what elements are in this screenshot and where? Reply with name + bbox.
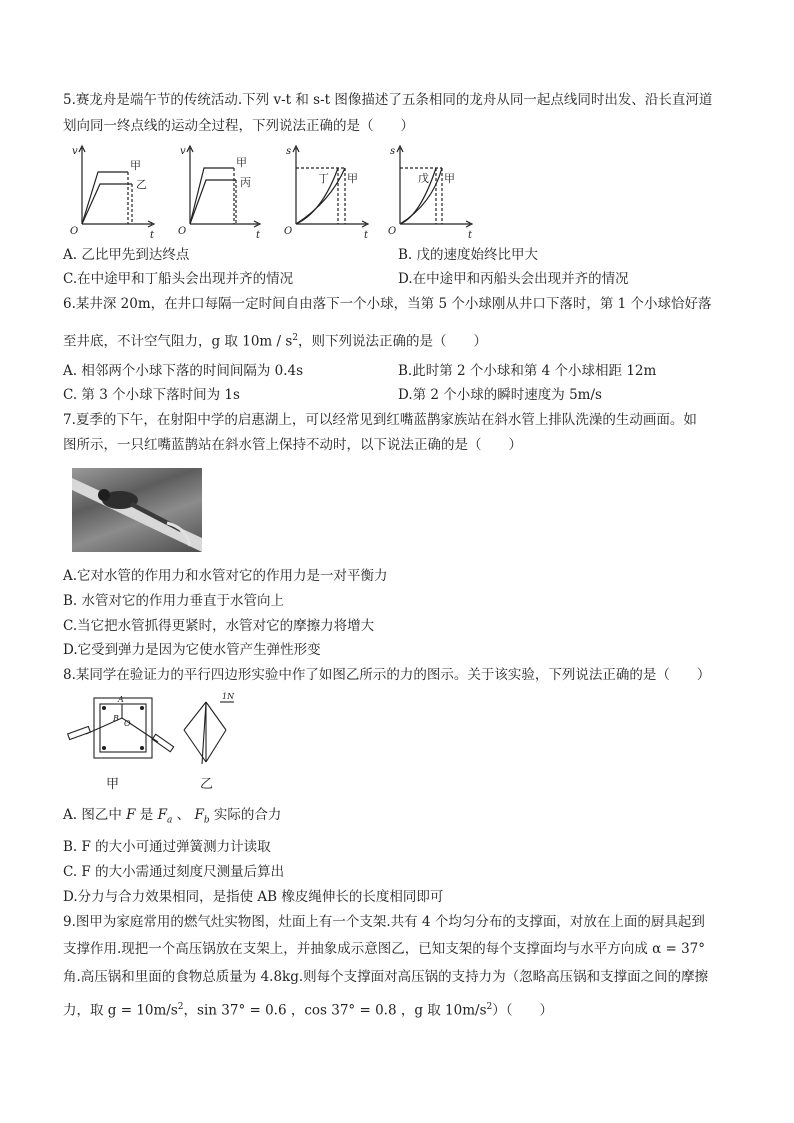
q5-graphs — [60, 142, 480, 242]
g4-axis-y: s — [390, 146, 396, 157]
g3-axis-y: s — [286, 146, 292, 157]
g4-label-jia: 甲 — [444, 172, 455, 185]
g1-label-yi: 乙 — [136, 178, 147, 191]
q5-option-b[interactable]: B. 戊的速度始终比甲大 — [398, 247, 539, 263]
q7-option-c[interactable]: C.当它把水管抓得更紧时，水管对它的摩擦力将增大 — [63, 618, 375, 634]
g4-axis-x: t — [468, 230, 473, 241]
g3-label-ding: 丁 — [318, 172, 329, 185]
g3-axis-x: t — [364, 230, 369, 241]
q6-option-c[interactable]: C. 第 3 个小球下落时间为 1s — [63, 387, 240, 403]
g3-label-jia: 甲 — [347, 172, 358, 185]
g4-origin: O — [388, 226, 397, 237]
g1-axis-y: v — [72, 146, 78, 157]
g1-label-jia: 甲 — [130, 159, 141, 172]
q8-option-c[interactable]: C. F 的大小需通过刻度尺测量后算出 — [63, 864, 285, 880]
q5-stem-line2: 划向同一终点线的运动全过程，下列说法正确的是（ ） — [63, 118, 414, 134]
q6-stem-line1: 6.某井深 20m，在井口每隔一定时间自由落下一个小球，当第 5 个小球刚从井口下落时，第 1 个小球恰好落 — [63, 296, 712, 312]
q5-option-a[interactable]: A. 乙比甲先到达终点 — [63, 247, 190, 263]
q9-stem-line2: 支撑作用.现把一个高压锅放在支架上，并抽象成示意图乙，已知支架的每个支撑面均与水平方向成 α = 37° — [63, 941, 706, 957]
g4-label-wu: 戊 — [418, 172, 429, 185]
q7-option-a[interactable]: A.它对水管的作用力和水管对它的作用力是一对平衡力 — [63, 568, 388, 584]
q7-stem-line2: 图所示，一只红嘴蓝鹊站在斜水管上保持不动时，以下说法正确的是（ ） — [63, 437, 522, 453]
q7-option-d[interactable]: D.它受到弹力是因为它使水管产生弹性形变 — [63, 642, 321, 658]
q7-stem-line1: 7.夏季的下午，在射阳中学的启惠湖上，可以经常见到红嘴蓝鹊家族站在斜水管上排队洗澡的生动画面。如 — [63, 412, 697, 428]
q6-option-a[interactable]: A. 相邻两个小球下落的时间间隔为 0.4s — [63, 363, 304, 379]
g2-origin: O — [178, 226, 187, 237]
q8-fig-point-b: B — [113, 714, 119, 723]
q8-stem-line1: 8.某同学在验证力的平行四边形实验中作了如图乙所示的力的图示。关于该实验，下列说法正确的是（ ） — [63, 667, 711, 683]
q8-option-a[interactable]: A. 图乙中 F 是 $F_a$ 、 $F_b$ 实际的合力 — [63, 807, 282, 826]
q5-option-c[interactable]: C.在中途甲和丁船头会出现并齐的情况 — [63, 271, 294, 287]
g1-origin: O — [70, 226, 79, 237]
q8-option-b[interactable]: B. F 的大小可通过弹簧测力计读取 — [63, 839, 271, 855]
q8-fig-label-jia: 甲 — [106, 777, 120, 792]
q8-fig-label-yi: 乙 — [200, 777, 214, 792]
q6-stem-line2: 至井底，不计空气阻力，g 取 $10m / s^2$，则下列说法正确的是（ ） — [63, 333, 487, 350]
q9-stem-line3: 角.高压锅和里面的食物总质量为 4.8kg.则每个支撑面对高压锅的支持力为（忽略高压锅和支撑面之间的摩擦 — [63, 969, 709, 985]
q5-option-d[interactable]: D.在中途甲和丙船头会出现并齐的情况 — [398, 271, 629, 287]
q8-fig-scale: 1N — [222, 692, 235, 701]
g2-axis-x: t — [256, 230, 261, 241]
q6-option-d[interactable]: D.第 2 个小球的瞬时速度为 5m/s — [398, 387, 602, 403]
bird-on-pipe-photo — [72, 468, 202, 552]
g2-label-jia: 甲 — [236, 156, 247, 169]
g2-axis-y: v — [180, 146, 186, 157]
q9-stem-line4: 力，取 $g = 10m/s^2$，sin 37° = 0.6 ，cos 37° = 0.8 ，g 取 $10m/s^2$）（ ） — [63, 1002, 554, 1019]
q5-stem-line1: 5.赛龙舟是端午节的传统活动.下列 v-t 和 s-t 图像描述了五条相同的龙舟从同一起点线同时出发、沿长直河道 — [63, 92, 713, 108]
q7-option-b[interactable]: B. 水管对它的作用力垂直于水管向上 — [63, 593, 285, 609]
q8-fig-point-a: A — [118, 695, 124, 704]
q6-option-b[interactable]: B.此时第 2 个小球和第 4 个小球相距 12m — [398, 363, 657, 379]
q9-stem-line1: 9.图甲为家庭常用的燃气灶实物图，灶面上有一个支架.共有 4 个均匀分布的支撑面，对放在上面的厨具起到 — [63, 914, 705, 930]
q8-figures — [66, 690, 256, 800]
g1-axis-x: t — [150, 230, 155, 241]
q8-fig-point-o: O — [124, 719, 131, 728]
g2-label-bing: 丙 — [240, 176, 251, 189]
q8-option-d[interactable]: D.分力与合力效果相同，是指使 AB 橡皮绳伸长的长度相同即可 — [63, 889, 444, 905]
g3-origin: O — [284, 226, 293, 237]
